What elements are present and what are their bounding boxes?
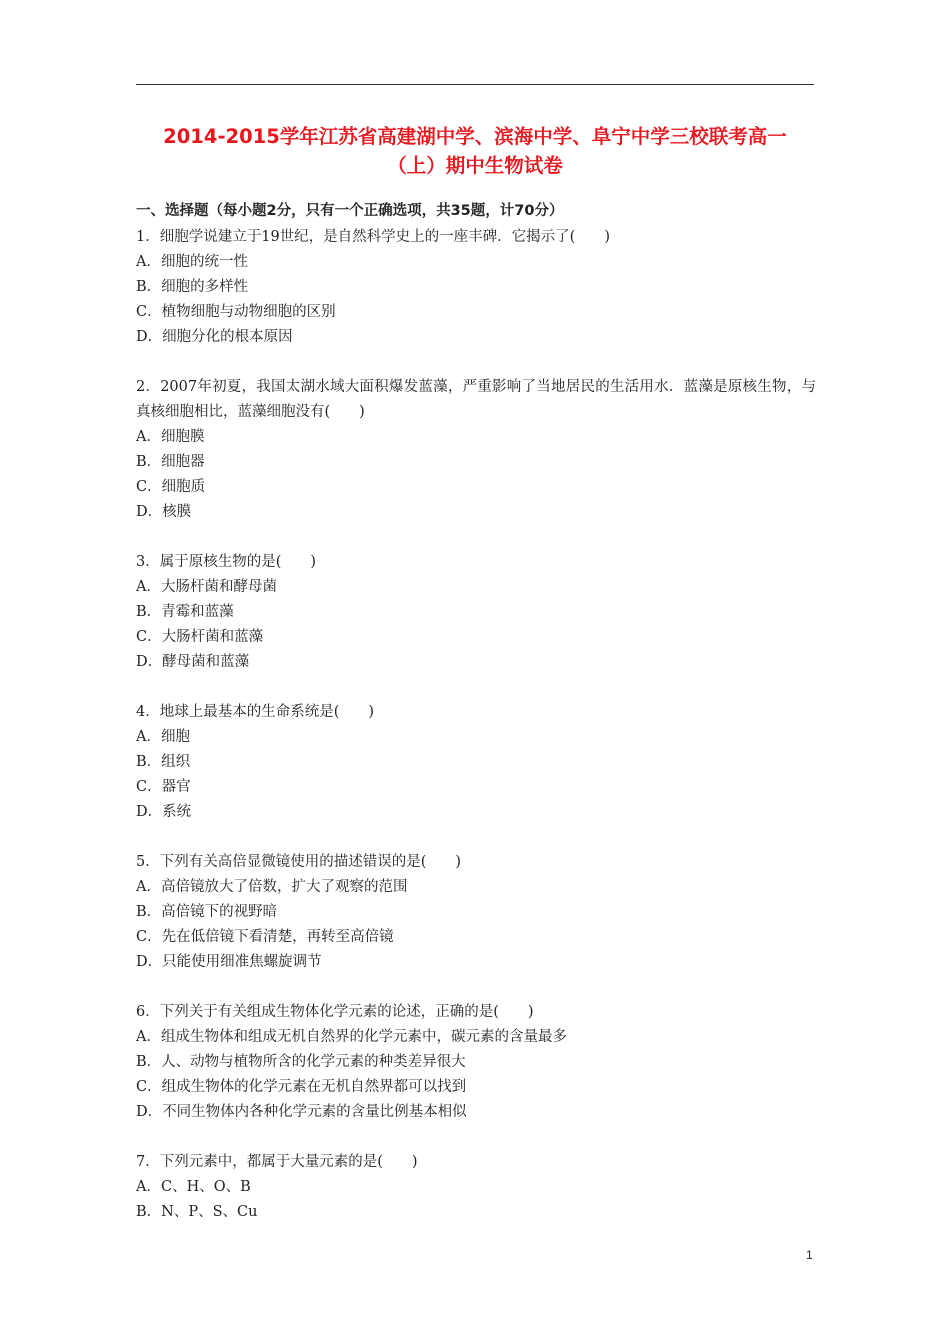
question-stem: 7．下列元素中，都属于大量元素的是( ) (136, 1154, 418, 1170)
question-stem: 3．属于原核生物的是( ) (136, 554, 317, 570)
option-a: A．大肠杆菌和酵母菌 (136, 579, 277, 595)
option-a: A．高倍镜放大了倍数，扩大了观察的范围 (136, 879, 408, 895)
question-2 (136, 375, 816, 525)
title-line-2: （上）期中生物试卷 (387, 154, 563, 177)
question-4 (136, 700, 816, 825)
section-heading: 一、选择题（每小题2分，只有一个正确选项，共35题，计70分） (136, 203, 564, 219)
option-b: B．细胞的多样性 (136, 279, 249, 295)
question-5 (136, 850, 816, 975)
option-c: C．大肠杆菌和蓝藻 (136, 629, 264, 645)
header-rule (136, 84, 814, 85)
option-b: B．N、P、S、Cu (136, 1204, 258, 1220)
option-b: B．人、动物与植物所含的化学元素的种类差异很大 (136, 1054, 466, 1070)
question-stem: 1．细胞学说建立于19世纪，是自然科学史上的一座丰碑．它揭示了( ) (136, 229, 610, 245)
option-b: B．组织 (136, 754, 191, 770)
option-d: D．不同生物体内各种化学元素的含量比例基本相似 (136, 1104, 467, 1120)
option-a: A．C、H、O、B (136, 1179, 251, 1195)
option-c: C．组成生物体的化学元素在无机自然界都可以找到 (136, 1079, 467, 1095)
question-7 (136, 1150, 816, 1225)
option-c: C．细胞质 (136, 479, 206, 495)
option-d: D．核膜 (136, 504, 192, 520)
option-c: C．植物细胞与动物细胞的区别 (136, 304, 336, 320)
option-b: B．细胞器 (136, 454, 205, 470)
option-d: D．只能使用细准焦螺旋调节 (136, 954, 322, 970)
question-1 (136, 225, 816, 350)
option-d: D．细胞分化的根本原因 (136, 329, 293, 345)
document-title (136, 122, 814, 180)
option-a: A．细胞 (136, 729, 190, 745)
question-stem: 2．2007年初夏，我国太湖水域大面积爆发蓝藻，严重影响了当地居民的生活用水．蓝藻是原核生物，与真核细胞相比，蓝藻细胞没有( ) (136, 379, 816, 420)
page-number: 1 (806, 1248, 813, 1262)
option-a: A．组成生物体和组成无机自然界的化学元素中，碳元素的含量最多 (136, 1029, 567, 1045)
option-a: A．细胞膜 (136, 429, 205, 445)
option-c: C．先在低倍镜下看清楚，再转至高倍镜 (136, 929, 394, 945)
question-list (136, 225, 816, 1250)
option-a: A．细胞的统一性 (136, 254, 248, 270)
question-stem: 4．地球上最基本的生命系统是( ) (136, 704, 375, 720)
option-b: B．青霉和蓝藻 (136, 604, 234, 620)
option-d: D．酵母菌和蓝藻 (136, 654, 250, 670)
option-d: D．系统 (136, 804, 192, 820)
question-6 (136, 1000, 816, 1125)
option-b: B．高倍镜下的视野暗 (136, 904, 278, 920)
option-c: C．器官 (136, 779, 191, 795)
question-stem: 6．下列关于有关组成生物体化学元素的论述，正确的是( ) (136, 1004, 534, 1020)
title-line-1: 2014-2015学年江苏省高建湖中学、滨海中学、阜宁中学三校联考高一 (163, 125, 787, 148)
question-3 (136, 550, 816, 675)
question-stem: 5．下列有关高倍显微镜使用的描述错误的是( ) (136, 854, 462, 870)
